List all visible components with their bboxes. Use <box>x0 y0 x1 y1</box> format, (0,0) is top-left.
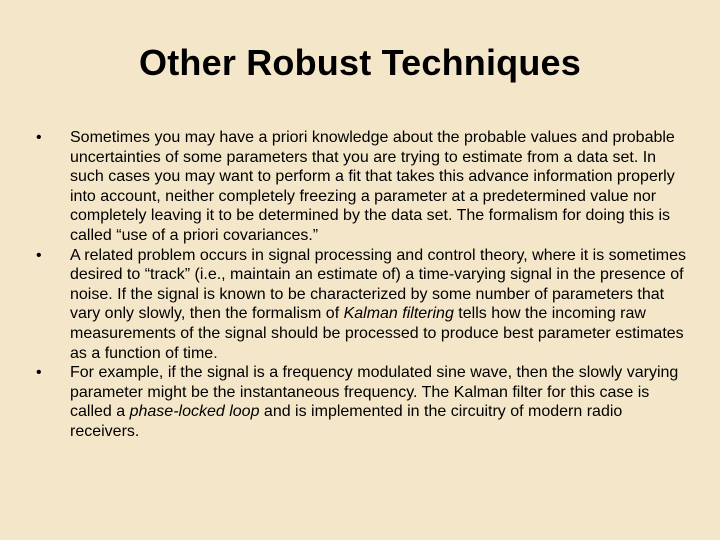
bullet-text: For example, if the signal is a frequency modulated sine wave, then the slowly varying parameter might be the instantaneous frequency. The Kalman filter for this case is called a <box>70 364 679 421</box>
bullet-item <box>36 246 686 364</box>
bullet-marker <box>36 363 60 383</box>
bullet-text: A related problem occurs in signal processing and control theory, where it is sometimes desired to “track” (i.e., maintain an estimate of) a time-varying signal in the presence of noise. If the signal is known to be characterized by some number of parameters that vary only slowly, then the formalism of <box>70 246 686 323</box>
bullet-marker <box>36 128 60 148</box>
emphasis-text: phase-locked loop <box>129 403 260 421</box>
slide-title: Other Robust Techniques <box>139 42 581 83</box>
bullet-text: and is implemented in the circuitry of modern radio receivers. <box>70 403 623 440</box>
bullet-text: Sometimes you may have a priori knowledge about the probable values and probable uncertainties of some parameters that you are trying to estimate from a data set. In such cases you may want to perform a fit that takes this advance information properly into account, neither completely freezing a parameter at a predetermined value nor completely leaving it to be determined by the data set. The formalism for doing this is called “use of a priori covariances.” <box>70 129 675 244</box>
bullet-list <box>36 128 686 442</box>
bullet-item <box>36 363 686 441</box>
bullet-item <box>36 128 686 246</box>
bullet-marker <box>36 246 60 266</box>
bullet-text: tells how the incoming raw measurements of the signal should be processed to produce best parameter estimates as a function of time. <box>70 305 684 362</box>
emphasis-text: Kalman filtering <box>343 305 454 323</box>
